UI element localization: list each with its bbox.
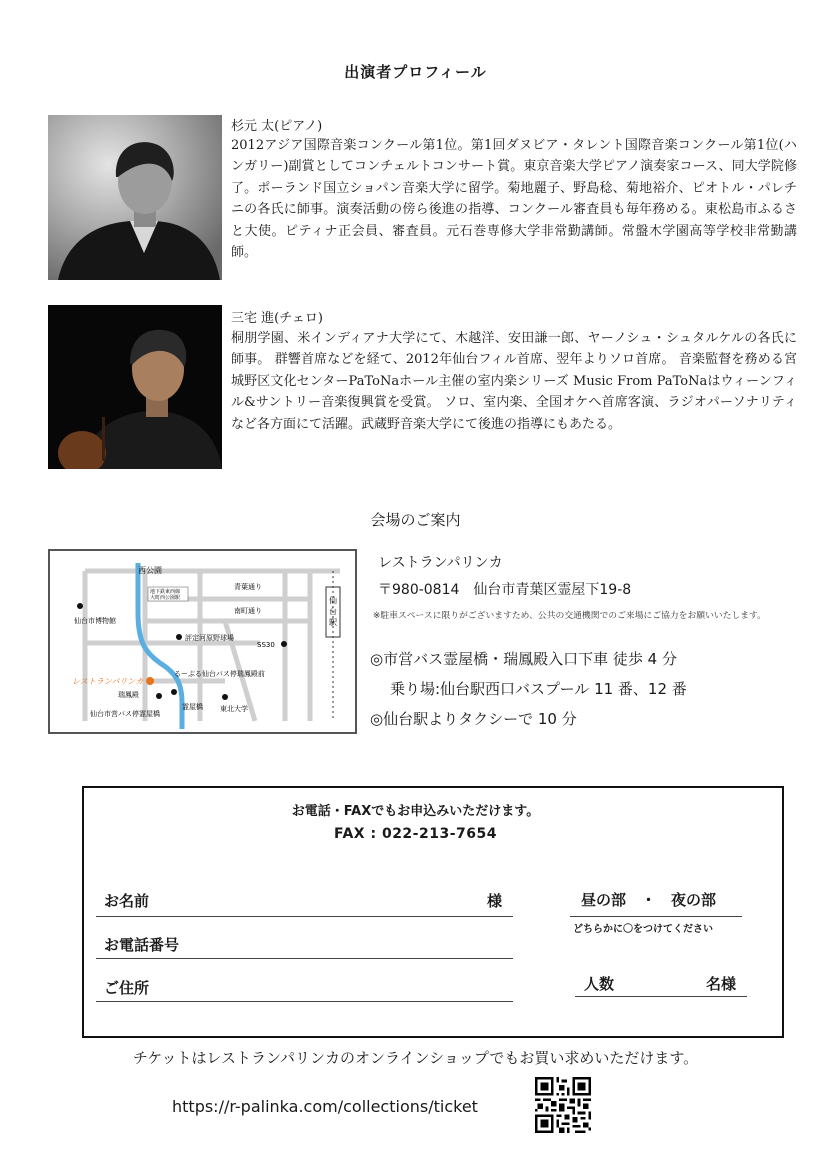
order-heading: お電話・FAXでもお申込みいただけます。 <box>291 804 540 819</box>
svg-text:地下鉄東西線: 地下鉄東西線 <box>150 589 181 595</box>
venue-name: レストランパリンカ <box>378 555 503 571</box>
name-suffix: 様 <box>487 892 503 910</box>
pianist-name: 杉元 太(ピアノ) <box>231 119 323 134</box>
session-choice[interactable]: 昼の部 ・ 夜の部 <box>581 891 717 909</box>
address-field-label: ご住所 <box>104 979 150 997</box>
count-label: 人数 <box>584 975 615 993</box>
count-suffix: 名様 <box>706 975 737 993</box>
cellist-name: 三宅 進(チェロ) <box>231 311 323 326</box>
svg-text:るーぷる仙台バス停瑞鳳殿前: るーぷる仙台バス停瑞鳳殿前 <box>174 670 265 678</box>
svg-text:仙: 仙 <box>329 596 337 605</box>
svg-text:仙台市営バス停霊屋橋: 仙台市営バス停霊屋橋 <box>90 710 160 718</box>
fax-number: FAX : 022-213-7654 <box>334 826 497 842</box>
pianist-bio: 2012アジア国際音楽コンクール第1位。第1回ダヌビア・タレント国際音楽コンクール第1位(ハンガリー)副賞としてコンチェルトコンサート賞。東京音楽大学ピアノ演奏家コース、同大学院修了。ポーランド国立ショパン音楽大学に留学。菊地麗子、野島稔、菊地裕介、ピオトル・パレチニの各氏に師事。演奏活動の傍ら後進の指導、コンクール審査員も毎年務める。東松島市ふるさと大使。ピティナ正会員、審査員。元石巻専修大学非常勤講師。常盤木学園高等学校非常勤講師。 <box>231 138 797 261</box>
phone-field-line[interactable] <box>96 958 513 959</box>
online-shop-text: チケットはレストランパリンカのオンラインショップでもお買い求めいただけます。 <box>132 1049 699 1067</box>
shop-url-link[interactable]: https://r-palinka.com/collections/ticket <box>172 1097 478 1116</box>
access-bus: ◎市営バス霊屋橋・瑞鳳殿入口下車 徒歩 4 分 <box>370 650 677 668</box>
name-field-line[interactable] <box>96 916 513 917</box>
qr-code-icon[interactable] <box>535 1077 591 1133</box>
svg-text:瑞鳳殿: 瑞鳳殿 <box>118 691 139 699</box>
phone-field-label: お電話番号 <box>104 936 180 954</box>
svg-text:レストランパリンカ: レストランパリンカ <box>72 677 144 686</box>
pianist-photo <box>48 115 222 280</box>
session-note: どちらかに〇をつけてください <box>573 924 713 935</box>
parking-note: ※駐車スペースに限りがございますため、公共の交通機関でのご来場にご協力をお願いいたします。 <box>373 611 766 621</box>
svg-text:SS30: SS30 <box>257 641 275 649</box>
svg-text:青葉通り: 青葉通り <box>234 583 262 591</box>
access-taxi: ◎仙台駅よりタクシーで 10 分 <box>370 710 577 728</box>
svg-text:駅: 駅 <box>329 618 337 627</box>
svg-text:仙台市博物館: 仙台市博物館 <box>74 617 116 625</box>
venue-address: 〒980-0814 仙台市青葉区霊屋下19-8 <box>378 582 632 598</box>
svg-text:南町通り: 南町通り <box>234 607 262 615</box>
venue-section-title: 会場のご案内 <box>370 511 461 529</box>
access-bus-stop: 乗り場:仙台駅西口バスプール 11 番、12 番 <box>390 680 687 698</box>
address-field-line[interactable] <box>96 1001 513 1002</box>
profile-section-title: 出演者プロフィール <box>344 63 487 81</box>
name-field-label: お名前 <box>104 892 150 910</box>
svg-text:台: 台 <box>329 607 337 616</box>
svg-text:大町西公園駅: 大町西公園駅 <box>150 595 181 601</box>
svg-text:東北大学: 東北大学 <box>220 705 248 713</box>
cellist-bio: 桐朋学園、米インディアナ大学にて、木越洋、安田謙一郎、ヤーノシュ・シュタルケルの各氏に師事。 群響首席などを経て、2012年仙台フィル首席、翌年よりソロ首席。 音楽監督を務める宮城野区文化センターPaToNaホール主催の室内楽シリーズ Music From PaToNaはウィーンフィル&サントリー音楽復興賞を受賞。 ソロ、室内楽、全国オケへ首席客演、ラジオパーソナリティなど各方面にて活躍。武蔵野音楽大学にて後進の指導にもあたる。 <box>231 331 797 432</box>
svg-text:評定河原野球場: 評定河原野球場 <box>185 634 234 642</box>
access-map <box>48 549 357 734</box>
cellist-photo <box>48 305 222 469</box>
svg-text:霊屋橋: 霊屋橋 <box>182 703 203 711</box>
count-field-line[interactable] <box>575 996 747 997</box>
svg-text:西公園: 西公園 <box>138 566 162 575</box>
session-line <box>570 916 742 917</box>
